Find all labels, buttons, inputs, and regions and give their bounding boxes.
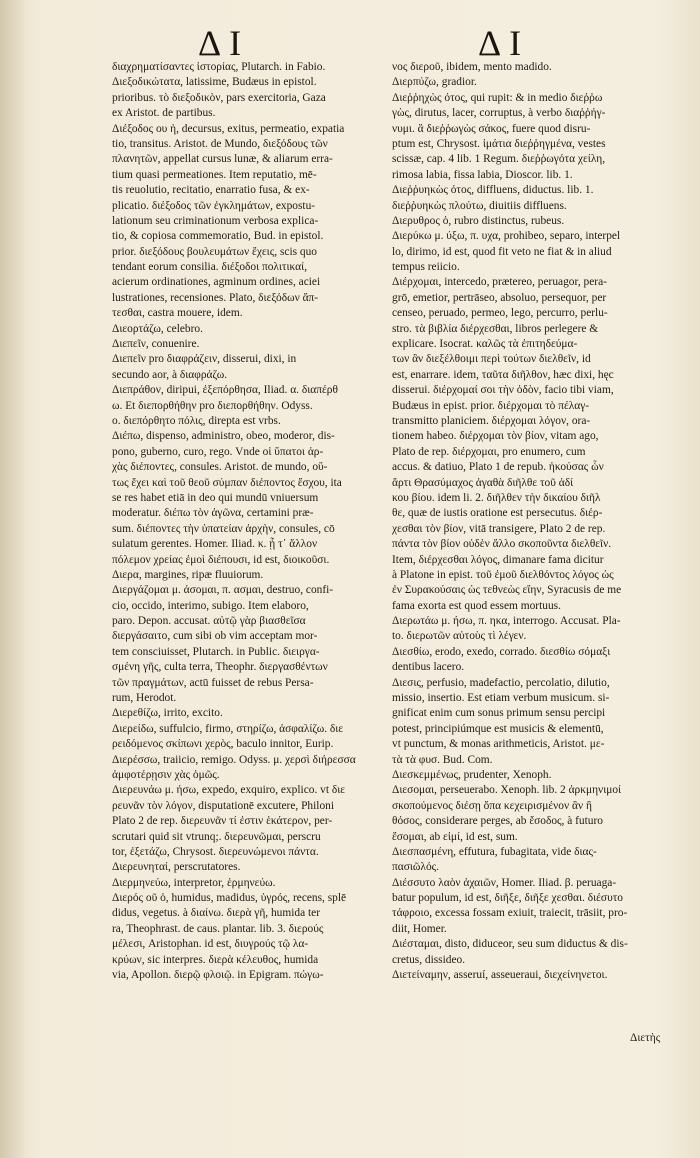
text-line: tempus reiicio. bbox=[392, 261, 460, 274]
running-head-left: ΔΙ bbox=[198, 23, 250, 63]
text-line: accus. & datiuo, Plato 1 de repub. ἠκούσας ὧν bbox=[392, 461, 604, 474]
text-line: Διερωτάω μ. ήσω, π. ηκα, interrogo. Accusat. Pla- bbox=[392, 615, 621, 628]
text-line: tor, ἐξετάζω, Chrysost. διερευνώμενοι πάντα. bbox=[112, 845, 319, 858]
text-line: ρευνᾶν τὸν λόγον, disputationē excutere, Philoni bbox=[112, 799, 334, 812]
text-line: χεσθαι τὸν βίον, vitā transigere, Plato 2 de rep. bbox=[392, 522, 606, 535]
text-line: prioribus. τὸ διεξοδικὸν, pars exercitoria, Gaza bbox=[112, 91, 326, 104]
text-line: scrutari quid sit vtrunq;. διερευνῶμαι, perscru bbox=[112, 830, 321, 843]
text-line: fama exorta est quod essem mortuus. bbox=[392, 599, 561, 612]
text-line: tendant eorum consilia. διέξοδοι πολιτικαί, bbox=[112, 261, 308, 274]
text-line: Plato 2 de rep. διερευνᾶν τί ἐστιν ἑκάτερον, per- bbox=[112, 815, 333, 828]
text-line: Διέσταμαι, disto, diduceor, seu sum diductus & dis- bbox=[392, 938, 628, 951]
text-line: Διέρχομαι, intercedo, prætereo, peruagor, pera- bbox=[392, 276, 607, 289]
text-line: ἀμφοτέρῃσιν χὰς ὁμῶς. bbox=[112, 768, 220, 781]
text-line: ρειδόμενος σκίπωνι χερὸς, baculo innitor, Eurip. bbox=[112, 738, 334, 751]
text-line: ω. Et διεπορθήθην pro διεπορθήθην. Odyss. bbox=[112, 399, 313, 412]
text-line: Διερπύζω, gradior. bbox=[392, 76, 477, 89]
text-line: Διερέσσω, traiicio, remigo. Odyss. μ. χερσὶ διήρεσσα bbox=[112, 753, 356, 766]
text-line: κου βίου. idem li. 2. διῆλθεν τὴν δικαίου διῆλ bbox=[392, 491, 601, 504]
text-line: ἄρτι Θρασύμαχος ἀγαθὰ διῆλθε τοῦ ἀδί bbox=[392, 476, 574, 489]
text-line: potest, principiúmque est musicis & elementū, bbox=[392, 722, 604, 735]
text-line: τάφροιο, excessa fossam exiuit, traiecit, trāsiit, pro- bbox=[392, 907, 628, 920]
text-line: νος διεροῦ, ibidem, mento madido. bbox=[392, 61, 552, 73]
text-line: scissæ, cap. 4 lib. 1 Regum. διεῤῥωγότα χείλη, bbox=[392, 153, 606, 166]
text-line: ra, Theophrast. de caus. plantar. lib. 3. διερούς bbox=[112, 922, 324, 935]
text-line: κρύων, sic interpres. διερὰ κέλευθος, humida bbox=[112, 953, 319, 966]
text-line: Διεσομαι, perseuerabo. Xenoph. lib. 2 ἀρκμηνιμοί bbox=[392, 784, 622, 797]
text-line: missio, insertio. Est etiam verbum musicum. si- bbox=[392, 692, 610, 705]
text-line: σμένη γῆς, culta terra, Theophr. διεργασθέντων bbox=[112, 661, 328, 674]
text-line: Διέπω, dispenso, administro, obeo, moderor, dis- bbox=[112, 430, 335, 443]
text-line: paro. Depon. accusat. αὐτῷ γὰρ βιασθεῖσα bbox=[112, 615, 306, 628]
text-line: Διεργάζομαι μ. άσομαι, π. ασμαι, destruo, confi- bbox=[112, 584, 334, 597]
text-line: σκοπούμενος διέσῃ ὅπα κεχειρισμένον ἂν ἢ bbox=[392, 799, 592, 812]
text-line: Διεπεῖν, conuenire. bbox=[112, 338, 200, 351]
text-line: Διερευνάω μ. ήσω, expedo, exquiro, explico. vt διε bbox=[112, 784, 346, 797]
text-line: est, enarrare. idem, ταῦτα διῆλθον, hæc dixi, hęc bbox=[392, 368, 614, 381]
text-line: Διερύκω μ. ύξω, π. υχα, prohibeo, separo, interpel bbox=[392, 230, 621, 243]
text-line: τεσθαι, castra mouere, idem. bbox=[112, 307, 243, 320]
text-line: sum. διέποντες τὴν ὑπατείαν ἀρχὴν, consules, cō bbox=[112, 522, 335, 535]
text-line: vt punctum, & monas arithmeticis, Aristot. με- bbox=[392, 738, 605, 751]
text-line: Διεορτάζω, celebro. bbox=[112, 322, 203, 335]
text-line: rimosa labia, fissa labia, Dioscor. lib. 1. bbox=[392, 168, 573, 181]
right-column bbox=[392, 60, 664, 983]
text-line: tionem habeo. διέρχομαι τὸν βίον, vitam ago, bbox=[392, 430, 599, 443]
left-column bbox=[112, 60, 384, 983]
text-line: prior. διεξόδους βουλευμάτων ἔχεις, scis quo bbox=[112, 245, 317, 258]
text-line: Διερεθίζω, irrito, excito. bbox=[112, 707, 223, 720]
text-line: Διερευνηταί, perscrutatores. bbox=[112, 861, 241, 874]
text-line: διεργάσαιτο, cum sibi ob vim acceptam mor- bbox=[112, 630, 318, 643]
text-line: transmitto planiciem. διέρχομαι λόγον, ora- bbox=[392, 414, 591, 427]
text-line: censeo, peruado, permeo, lego, percurro, perlu- bbox=[392, 307, 608, 320]
text-line: tio, transitus. Aristot. de Mundo, διεξόδους τῶν bbox=[112, 137, 328, 150]
text-line: μέλεσι, Aristophan. id est, διυγρούς τῷ λα- bbox=[112, 938, 309, 951]
text-line: ο. διεπόρθητο πόλις, direpta est vrbs. bbox=[112, 414, 281, 427]
text-line: cretus, dissideo. bbox=[392, 953, 466, 966]
text-line: acierum ordinationes, agminum ordines, aciei bbox=[112, 276, 321, 289]
text-line: ptum est, Chrysost. ἱμάτια διεῤῥηγμένα, vestes bbox=[392, 137, 606, 150]
text-line: dentibus lacero. bbox=[392, 661, 465, 674]
text-line: secundo aor, à διαφράζω. bbox=[112, 368, 228, 381]
text-line: explicare. Isocrat. καλῶς τὰ ἐπιτηδεύμα- bbox=[392, 338, 578, 351]
text-line: lustrationes, recensiones. Plato, διεξόδων ἄπ- bbox=[112, 291, 319, 304]
text-line: plicatio. διέξοδος τῶν ἐγκλημάτων, expostu- bbox=[112, 199, 316, 212]
text-line: tem consciuisset, Plutarch. in Public. διειργα- bbox=[112, 645, 320, 658]
text-line: Διεσκεμμένως, prudenter, Xenoph. bbox=[392, 768, 552, 781]
text-line: Διεσπασμένη, effutura, fubagitata, vide διας- bbox=[392, 845, 597, 858]
text-line: ἔσομαι, ab εἰμί, id est, sum. bbox=[392, 830, 518, 843]
text-line: των ἂν διεξέλθοιμι περὶ τούτων διελθεῖν, id bbox=[392, 353, 591, 366]
text-line: grō, emetior, pertrāseo, absoluo, persequor, per bbox=[392, 291, 607, 304]
gutter-shadow bbox=[0, 0, 26, 1158]
text-line: Plato de rep. διέρχομαι, pro enumero, cum bbox=[392, 445, 586, 458]
text-line: Διεπεῖν pro διαφράζειν, disserui, dixi, in bbox=[112, 353, 297, 366]
text-line: ex Aristot. de partibus. bbox=[112, 107, 216, 120]
catchword: Διετὴς bbox=[630, 1032, 661, 1044]
text-line: tio, & copiosa commemoratio, Bud. in epistol. bbox=[112, 230, 324, 243]
text-line: τὰ τὰ φυσ. Bud. Com. bbox=[392, 753, 493, 766]
text-line: διαχρηματίσαντες ἱστορίας, Plutarch. in Fabio. bbox=[112, 61, 326, 73]
text-line: didus, vegetus. à διαίνω. διερὰ γῆ, humida ter bbox=[112, 907, 321, 920]
text-line: τῶν πραγμάτων, actū fuisset de rebus Persa- bbox=[112, 676, 314, 689]
text-line: tium quasi permeationes. Item reputatio, mē- bbox=[112, 168, 317, 181]
text-line: θε, quæ de iustis oratione est persecutus. διέρ- bbox=[392, 507, 603, 520]
text-line: γὼς, dirutus, lacer, corruptus, à verbo διαῤῥήγ- bbox=[392, 107, 606, 120]
text-line: gnificat enim cum sonus primum sensu percipi bbox=[392, 707, 606, 720]
text-line: Διεῤῥηχὼς ότος, qui rupit: & in medio διεῤῥω bbox=[392, 91, 603, 104]
text-line: lationum seu criminationum verbosa explica- bbox=[112, 214, 319, 227]
text-line: πασιῶλός. bbox=[392, 861, 439, 874]
text-line: Διετείναμην, asseruí, asseueraui, διεχείνηνετοι. bbox=[392, 969, 608, 982]
text-line: Διερα, margines, ripæ fluuiorum. bbox=[112, 568, 264, 581]
text-line: tis reuolutio, recitatio, enarratio fusa, & ex- bbox=[112, 184, 310, 197]
text-line: pono, guberno, curo, rego. Vnde οἱ ὕπατοι ἀρ- bbox=[112, 445, 324, 458]
text-line: Item, διέρχεσθαι λόγος, dimanare fama dicitur bbox=[392, 553, 604, 566]
text-line: Διεπράθον, diripui, ἐξεπόρθησα, Iliad. α. διαπέρθ bbox=[112, 384, 338, 397]
text-line: Διεξοδικώτατα, latissime, Budæus in epistol. bbox=[112, 76, 317, 89]
text-line: Διερμηνεύω, interpretor, ἑρμηνεύω. bbox=[112, 876, 276, 889]
text-line: cio, occido, interimo, subigo. Item elaboro, bbox=[112, 599, 309, 612]
text-line: πάντα τὸν βίον οὐδὲν ἄλλο σκοποῦντα διελθεῖν. bbox=[392, 538, 612, 551]
text-line: à Platone in epist. τοῦ ἐμοῦ διελθόντος λόγος ὡς bbox=[392, 568, 614, 581]
text-line: batur populum, id est, διῆξε, διῆξε χεσθαι. διέσυτο bbox=[392, 892, 623, 905]
running-head-right: ΔΙ bbox=[478, 23, 530, 63]
text-line: Διερυθρος ὁ, rubro distinctus, rubeus. bbox=[392, 214, 565, 227]
text-line: lo, dirimo, id est, quod fit veto ne fiat & in aliud bbox=[392, 245, 612, 258]
text-line: moderatur. διέπω τὸν ἀγῶνα, certamini præ- bbox=[112, 507, 314, 520]
text-line: rum, Herodot. bbox=[112, 692, 177, 705]
text-line: πλανητῶν, appellat cursus lunæ, & aliarum erra- bbox=[112, 153, 333, 166]
text-line: χὰς διέποντες, consules. Aristot. de mundo, οὕ- bbox=[112, 461, 328, 474]
text-line: to. διερωτῶν αὐτοὺς τὶ λέγεν. bbox=[392, 630, 527, 643]
text-line: disserui. διέρχομαί σοι τὴν ὁδὸν, facio tibi viam, bbox=[392, 384, 614, 397]
text-line: diit, Homer. bbox=[392, 922, 447, 935]
text-line: νυμι. ἃ διεῤῥωγὼς σάκος, fuere quod disru- bbox=[392, 122, 591, 135]
text-line: Διερείδω, suffulcio, firmo, στηρίζω, ἀσφαλίζω. διε bbox=[112, 722, 344, 735]
text-line: Διέξοδος ου ἡ, decursus, exitus, permeatio, expatia bbox=[112, 122, 345, 135]
text-line: Διέσσυτο λαὸν ἀχαιῶν, Homer. Iliad. β. peruaga- bbox=[392, 876, 617, 889]
text-line: sulatum gerentes. Homer. Iliad. κ. ᾗ τ᾽ ἄλλον bbox=[112, 538, 318, 551]
text-line: διεῤῥυηκὼς πλούτω, diuitiis diffluens. bbox=[392, 199, 567, 212]
text-line: Διεσις, perfusio, madefactio, percolatio, dilutio, bbox=[392, 676, 610, 689]
text-line: Διεῤῥυηκὼς ότος, diffluens, diductus. lib. 1. bbox=[392, 184, 594, 197]
text-line: stro. τὰ βιβλία διέρχεσθαι, libros perlegere & bbox=[392, 322, 599, 335]
text-line: πόλεμον χρείας ἐμοὶ διέπουσι, id est, διοικοῦσι. bbox=[112, 553, 330, 566]
text-line: Διεσθίω, erodo, exedo, corrado. διεσθίω σόμαξι bbox=[392, 645, 611, 658]
text-line: ἐν Συρακούσαις ὡς τεθνεὼς εἴην, Syracusis de me bbox=[392, 584, 622, 597]
text-line: via, Apollon. διερῷ φλοιῷ. in Epigram. πώγω- bbox=[112, 969, 324, 982]
text-line: θόσος, considerare perges, ab ἔσοδος, à futuro bbox=[392, 815, 603, 828]
text-line: τως ἔχει καὶ τοῦ θεοῦ σύμπαν διέποντος ἔσχου, ita bbox=[112, 476, 342, 489]
text-line: se res habet etiā in deo qui mundū vniuersum bbox=[112, 491, 319, 504]
text-line: Budæus in epist. prior. διέρχομαι τὸ πέλαγ- bbox=[392, 399, 590, 412]
text-line: Διερός οῦ ὁ, humidus, madidus, ὑγρός, recens, splē bbox=[112, 892, 347, 905]
